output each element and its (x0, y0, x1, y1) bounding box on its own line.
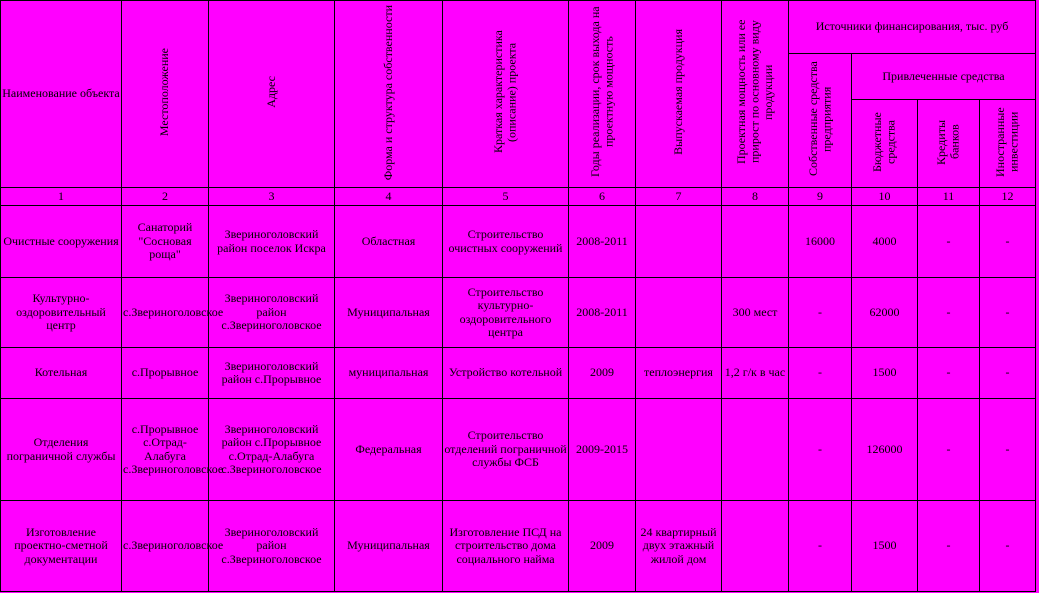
cell-ownership: Муниципальная (335, 501, 443, 592)
column-number-row (1, 188, 1036, 206)
header-own-funds: Собственные средства предприятия (789, 54, 852, 188)
header-address: Адрес (209, 1, 335, 188)
cell-capacity (722, 399, 789, 501)
cell-object-name: Котельная (1, 348, 122, 399)
cell-product (636, 206, 722, 278)
table-row (1, 399, 1036, 501)
cell-address: Звериноголовский район с.Прорывное с.Отрад-Алабуга с.Звериноголовское (209, 399, 335, 501)
cell-product (636, 399, 722, 501)
cell-budget-funds: 4000 (852, 206, 918, 278)
cell-description: Строительство отделений пограничной службы ФСБ (443, 399, 569, 501)
cell-own-funds: - (789, 501, 852, 592)
column-number: 9 (789, 188, 852, 206)
column-number: 3 (209, 188, 335, 206)
cell-foreign-investment: - (980, 278, 1036, 348)
cell-ownership: Федеральная (335, 399, 443, 501)
column-number: 4 (335, 188, 443, 206)
cell-product: 24 квартирный двух этажный жилой дом (636, 501, 722, 592)
cell-budget-funds: 1500 (852, 348, 918, 399)
header-attracted-funds: Привлеченные средства (852, 54, 1036, 100)
cell-years: 2008-2011 (569, 206, 636, 278)
header-description: Краткая характеристика (описание) проекта (443, 1, 569, 188)
cell-address: Звериноголовский район с.Прорывное (209, 348, 335, 399)
cell-ownership: муниципальная (335, 348, 443, 399)
column-number: 2 (122, 188, 209, 206)
cell-bank-credits: - (918, 278, 980, 348)
cell-own-funds: - (789, 278, 852, 348)
cell-description: Устройство котельной (443, 348, 569, 399)
header-product: Выпускаемая продукция (636, 1, 722, 188)
cell-foreign-investment: - (980, 348, 1036, 399)
cell-object-name: Отделения пограничной службы (1, 399, 122, 501)
cell-description: Строительство очистных сооружений (443, 206, 569, 278)
location-line: с.Отрад-Алабуга (143, 435, 187, 463)
cell-capacity: 1,2 г/к в час (722, 348, 789, 399)
cell-bank-credits: - (918, 501, 980, 592)
column-number: 7 (636, 188, 722, 206)
cell-capacity (722, 501, 789, 592)
cell-location (122, 399, 224, 501)
location-line: с.Звериноголовское (123, 461, 224, 476)
column-number: 12 (980, 188, 1036, 206)
header-bank-credits: Кредиты банков (918, 100, 980, 188)
cell-years: 2009-2015 (569, 399, 636, 501)
cell-years: 2009 (569, 348, 636, 399)
cell-ownership: Муниципальная (335, 278, 443, 348)
cell-ownership: Областная (335, 206, 443, 278)
cell-budget-funds: 62000 (852, 278, 918, 348)
header-funding-sources: Источники финансирования, тыс. руб (789, 1, 1036, 54)
cell-object-name: Очистные сооружения (1, 206, 122, 278)
cell-location: Санаторий "Сосновая роща" (122, 206, 209, 278)
cell-location: с.Прорывное (122, 348, 209, 399)
cell-product: теплоэнергия (636, 348, 722, 399)
column-number: 11 (918, 188, 980, 206)
cell-foreign-investment: - (980, 501, 1036, 592)
header-location: Местоположение (122, 1, 209, 188)
cell-object-name: Культурно-оздоровительный центр (1, 278, 122, 348)
cell-own-funds: - (789, 399, 852, 501)
header-foreign-investment: Иностранные инвестиции (980, 100, 1036, 188)
cell-years: 2009 (569, 501, 636, 592)
cell-object-name: Изготовление проектно-сметной документации (1, 501, 122, 592)
header-years: Годы реализации, срок выхода на проектную мощность (569, 1, 636, 188)
table-row (1, 206, 1036, 278)
location-line: с.Прорывное (131, 421, 199, 436)
header-ownership: Форма и структура собственности (335, 1, 443, 188)
column-number: 10 (852, 188, 918, 206)
cell-own-funds: - (789, 348, 852, 399)
header-row-1 (1, 1, 1036, 54)
cell-capacity: 300 мест (722, 278, 789, 348)
header-budget-funds: Бюджетные средства (852, 100, 918, 188)
cell-product (636, 278, 722, 348)
cell-address: Звериноголовский район поселок Искра (209, 206, 335, 278)
cell-foreign-investment: - (980, 206, 1036, 278)
cell-foreign-investment: - (980, 399, 1036, 501)
cell-bank-credits: - (918, 206, 980, 278)
column-number: 6 (569, 188, 636, 206)
cell-description: Строительство культурно-оздоровительного центра (443, 278, 569, 348)
cell-capacity (722, 206, 789, 278)
cell-budget-funds: 126000 (852, 399, 918, 501)
cell-bank-credits: - (918, 399, 980, 501)
column-number: 1 (1, 188, 122, 206)
cell-address: Звериноголовский район с.Звериноголовское (209, 501, 335, 592)
cell-bank-credits: - (918, 348, 980, 399)
cell-address: Звериноголовский район с.Звериноголовское (209, 278, 335, 348)
cell-description: Изготовление ПСД на строительство дома социального найма (443, 501, 569, 592)
table-row (1, 501, 1036, 592)
column-number: 5 (443, 188, 569, 206)
column-number: 8 (722, 188, 789, 206)
table-row (1, 348, 1036, 399)
cell-location: с.Звериноголовское (122, 278, 209, 348)
header-object-name: Наименование объекта (1, 1, 122, 188)
header-capacity: Проектная мощность или ее прирост по основному виду продукции (722, 1, 789, 188)
cell-own-funds: 16000 (789, 206, 852, 278)
table-row (1, 278, 1036, 348)
cell-location: с.Звериноголовское (122, 501, 209, 592)
cell-budget-funds: 1500 (852, 501, 918, 592)
cell-years: 2008-2011 (569, 278, 636, 348)
